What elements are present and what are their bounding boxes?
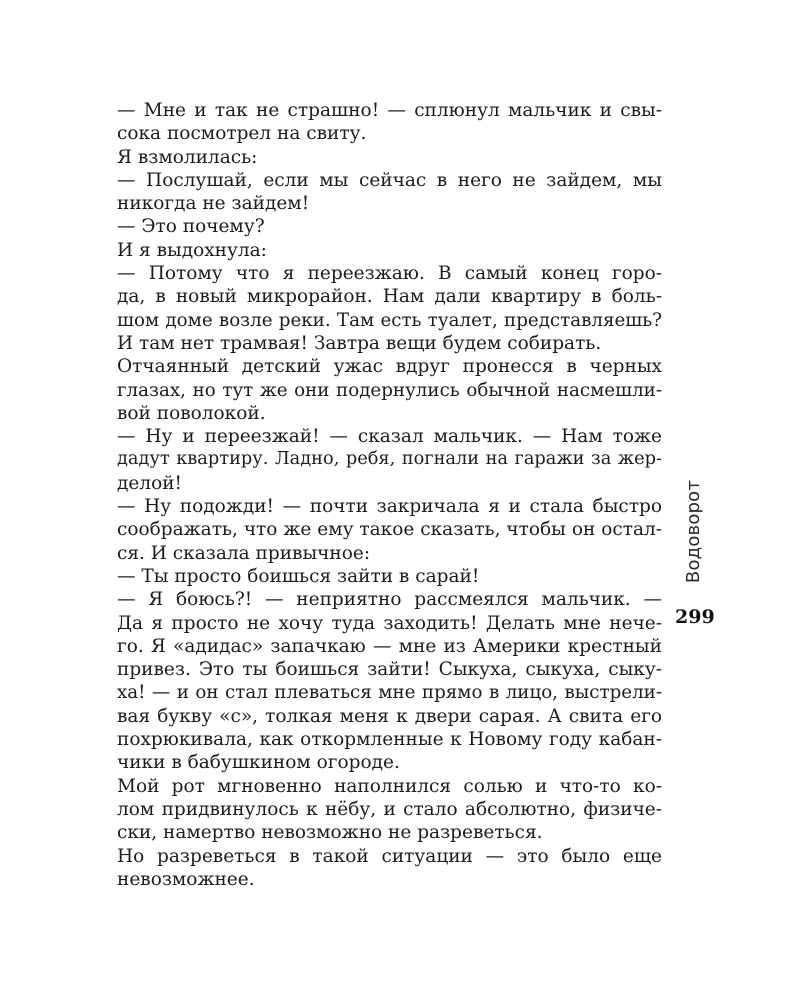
text-line: — Ну подожди! — почти закричала я и стала быстро [117,496,662,518]
text-line: Да я просто не хочу туда заходить! Делать мне нече- [117,612,662,634]
text-line: соображать, что же ему такое сказать, чтобы он остал- [117,519,662,541]
text-line: ха! — и он стал плеваться мне прямо в лицо, выстрели- [117,682,662,704]
text-line: невозможнее. [117,868,255,890]
text-line: делой! [117,472,182,494]
text-line: Но разреветься в такой ситуации — это было еще [117,845,662,867]
text-line: Я взмолилась: [117,146,258,168]
text-line: да, в новый микрорайон. Нам дали квартиру в боль- [117,286,662,308]
text-line: дадут квартиру. Ладно, ребя, погнали на гаражи за жер- [117,449,662,470]
text-line: — Ты просто боишься зайти в сарай! [117,565,480,587]
text-line: привез. Это ты боишься зайти! Сыкуха, сыкуха, сыку- [117,659,662,681]
text-line: сока посмотрел на свиту. [117,123,367,145]
text-line: чики в бабушкином огороде. [117,752,400,774]
text-line: го. Я «адидас» запачкаю — мне из Америки крестный [117,635,662,657]
text-line: — Ну и переезжай! — сказал мальчик. — Нам тоже [117,426,662,448]
text-line: — Потому что я переезжаю. В самый конец горо- [117,263,662,285]
text-line: лом придвинулось к нёбу, и стало абсолютно, физиче- [117,798,662,820]
page-number: 299 [675,606,715,628]
text-line: — Я боюсь?! — неприятно рассмеялся мальчик. — [117,589,662,611]
text-line: глазах, но тут же они подернулись обычной насмешли- [117,379,662,401]
text-line: шом доме возле реки. Там есть туалет, представляешь? [117,309,662,331]
text-line: — Послушай, если мы сейчас в него не зайдем, мы [117,169,662,191]
text-line: — Мне и так не страшно! — сплюнул мальчик и свы- [117,100,662,121]
body-text [117,99,662,891]
text-line: похрюкивала, как откормленные к Новому году кабан- [117,729,662,751]
text-line: ски, намертво невозможно не разреветься. [117,822,543,844]
text-line: никогда не зайдем! [117,193,310,215]
running-title-text: Водоворот [683,479,705,583]
text-line: Мой рот мгновенно наполнился солью и что-то ко- [117,775,662,797]
text-line: Отчаянный детский ужас вдруг пронесся в черных [117,356,662,378]
text-line: — Это почему? [117,216,265,238]
text-line: И там нет трамвая! Завтра вещи будем собирать. [117,332,602,354]
text-line: И я выдохнула: [117,239,267,261]
running-title [674,476,714,586]
text-line: вая букву «с», толкая меня к двери сарая. А свита его [117,705,662,727]
text-line: вой поволокой. [117,402,266,424]
text-line: ся. И сказала привычное: [117,542,371,564]
